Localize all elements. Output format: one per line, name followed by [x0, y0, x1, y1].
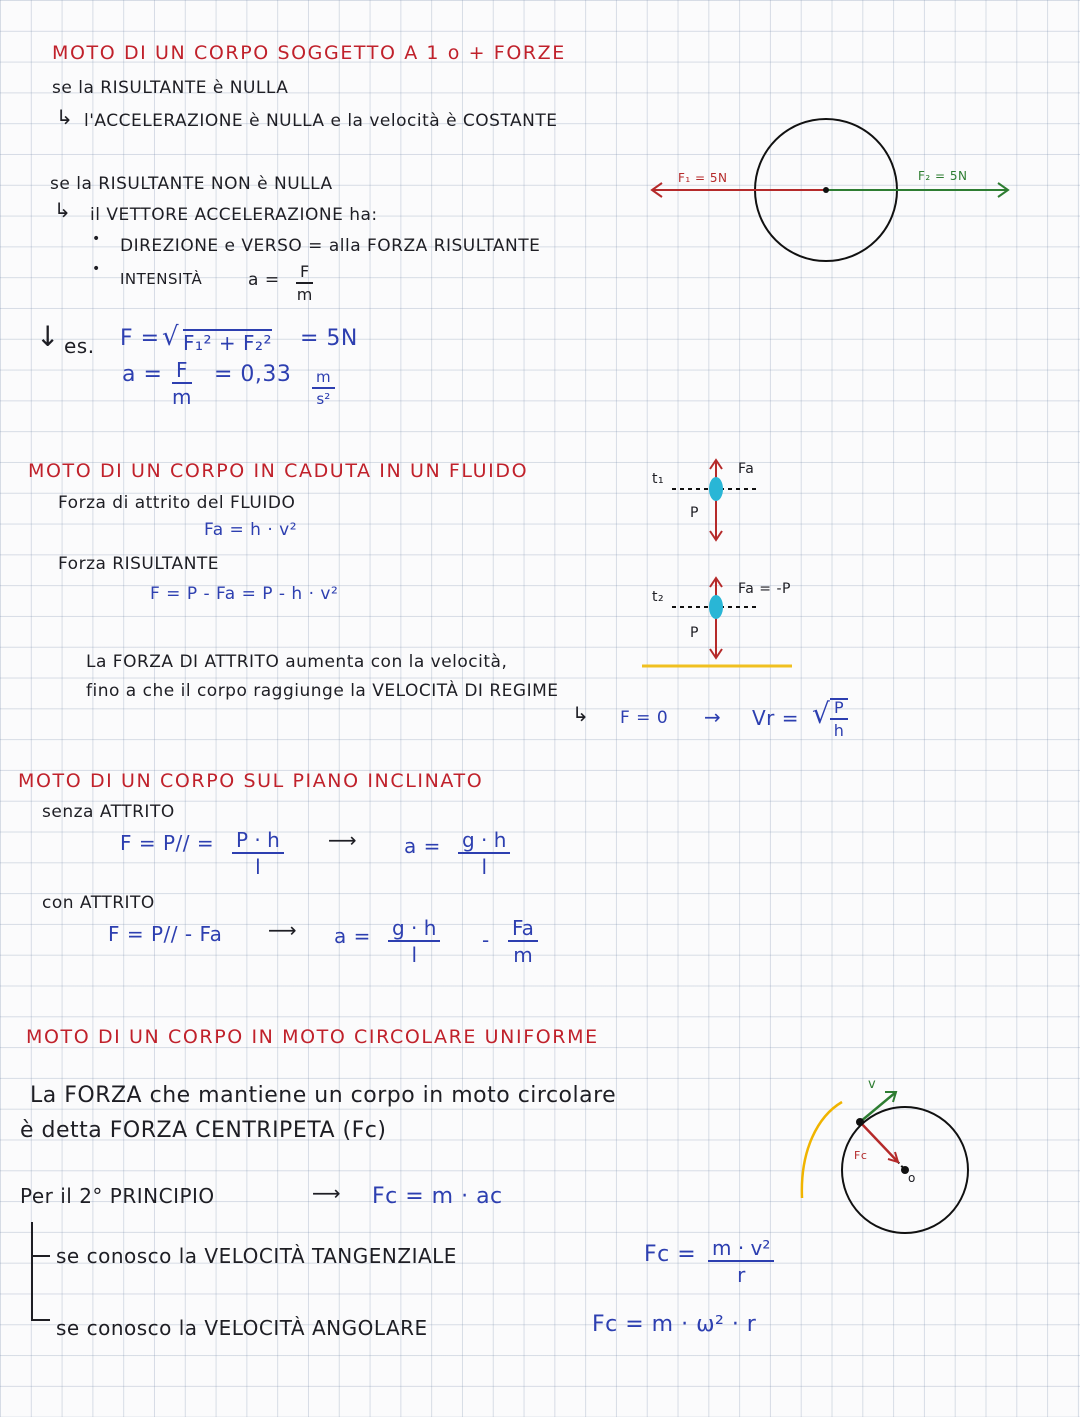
regime-arrow: → — [704, 705, 722, 729]
nf-F-lhs: F = P// = — [120, 831, 215, 855]
section1-line4: il VETTORE ACCELERAZIONE ha: — [90, 205, 378, 225]
center-label: o — [908, 1171, 916, 1185]
with-friction-label: con ATTRITO — [42, 893, 155, 913]
section1-line2: l'ACCELERAZIONE è NULLA e la velocità è COSTANTE — [84, 111, 558, 131]
wf-F-lhs: F = P// - Fa — [108, 922, 223, 946]
nf-a-den: l — [481, 855, 487, 879]
example-F-root: F₁² + F₂² — [183, 331, 273, 355]
section1-title: MOTO DI UN CORPO SOGGETTO A 1 o + FORZE — [52, 42, 566, 64]
wf-a-num-2: Fa — [508, 918, 538, 942]
nf-a-num: g · h — [458, 830, 510, 854]
wf-a-den-1: l — [411, 943, 417, 967]
section1-arrow-mark-1: ↳ — [56, 105, 74, 129]
case1-num: m · v² — [708, 1238, 774, 1262]
regime-curved-arrow: ↳ — [572, 702, 590, 726]
section1-line1: se la RISULTANTE è NULLA — [52, 78, 289, 98]
fc-label: Fc — [854, 1149, 868, 1162]
second-principle-arrow: ⟶ — [312, 1181, 342, 1205]
nf-arrow: ⟶ — [328, 828, 358, 852]
F2-label: F₂ = 5N — [918, 169, 968, 183]
section1-line3: se la RISULTANTE NON è NULLA — [50, 174, 333, 194]
wf-a-den-2: m — [513, 943, 533, 967]
nf-num: P · h — [232, 830, 284, 854]
v-label: v — [868, 1077, 877, 1092]
sqrt-symbol: √ — [162, 322, 180, 352]
case2-text: se conosco la VELOCITÀ ANGOLARE — [56, 1316, 428, 1340]
t2-P-label: P — [690, 625, 699, 641]
v-vector — [860, 1092, 896, 1122]
t1-Fa-label: Fa — [738, 461, 755, 477]
wf-arrow: ⟶ — [268, 918, 298, 942]
second-principle-formula: Fc = m · ac — [372, 1184, 503, 1209]
section1-bullet1: DIREZIONE e VERSO = alla FORZA RISULTANTE — [120, 236, 541, 256]
section3-title: MOTO DI UN CORPO SUL PIANO INCLINATO — [18, 770, 484, 792]
moving-body — [856, 1118, 864, 1126]
motion-path — [802, 1102, 842, 1198]
section2-title: MOTO DI UN CORPO IN CADUTA IN UN FLUIDO — [28, 460, 529, 482]
example-a-lhs: a = — [122, 362, 163, 387]
section1-a-den: m — [296, 285, 313, 304]
section1-a-num: F — [296, 264, 313, 284]
wf-a-num-1: g · h — [388, 918, 440, 942]
second-principle-label: Per il 2° PRINCIPIO — [20, 1184, 215, 1208]
t1-P-label: P — [690, 505, 699, 521]
example-a-unit-den: s² — [316, 390, 331, 408]
down-arrow-icon: ↓ — [36, 320, 60, 353]
bullet-dot-1: • — [92, 231, 101, 247]
case1-den: r — [737, 1263, 746, 1287]
regime-sqrt-symbol: √ — [812, 697, 831, 730]
resultant-formula: F = P - Fa = P - h · v² — [150, 584, 339, 604]
section1-bullet2-label: INTENSITÀ — [120, 270, 203, 288]
fluid-friction-label: Forza di attrito del FLUIDO — [58, 493, 296, 513]
t1-label: t₁ — [652, 471, 665, 487]
example-a-den: m — [172, 385, 192, 409]
nf-a-lhs: a = — [404, 834, 441, 858]
case1-text: se conosco la VELOCITÀ TANGENZIALE — [56, 1244, 457, 1268]
regime-vr-lhs: Vr = — [752, 706, 800, 730]
no-friction-label: senza ATTRITO — [42, 802, 175, 822]
centripetal-line-2: è detta FORZA CENTRIPETA (Fc) — [20, 1118, 387, 1143]
regime-num: P — [830, 700, 848, 720]
bullet-dot-2: • — [92, 261, 101, 277]
case2-formula: Fc = m · ω² · r — [592, 1312, 757, 1337]
example-label: es. — [64, 334, 95, 358]
nf-den: l — [255, 855, 261, 879]
centripetal-line-1: La FORZA che mantiene un corpo in moto circolare — [30, 1083, 617, 1108]
wf-minus: - — [482, 928, 490, 952]
section1-a-lhs: a = — [248, 270, 280, 290]
regime-den: h — [833, 721, 844, 740]
wf-a-lhs: a = — [334, 924, 371, 948]
section1-arrow-mark-2: ↳ — [54, 198, 72, 222]
example-F-result: = 5N — [300, 326, 358, 351]
regime-F-zero: F = 0 — [620, 708, 669, 728]
section4-title: MOTO DI UN CORPO IN MOTO CIRCOLARE UNIFORME — [26, 1026, 599, 1048]
regime-note-1: La FORZA DI ATTRITO aumenta con la velocità, — [86, 652, 508, 672]
example-a-num: F — [172, 360, 192, 384]
t2-label: t₂ — [652, 589, 665, 605]
resultant-label: Forza RISULTANTE — [58, 554, 220, 574]
example-a-unit-num: m — [312, 370, 335, 389]
F1-label: F₁ = 5N — [678, 171, 728, 185]
regime-note-2: fino a che il corpo raggiunge la VELOCITÀ DI REGIME — [86, 681, 559, 701]
example-F-lhs: F = — [120, 326, 160, 351]
fluid-friction-formula: Fa = h · v² — [204, 520, 298, 540]
example-a-eq: = 0,33 — [214, 362, 292, 387]
case1-lhs: Fc = — [644, 1242, 697, 1267]
t2-Fa-label: Fa = -P — [738, 581, 791, 597]
